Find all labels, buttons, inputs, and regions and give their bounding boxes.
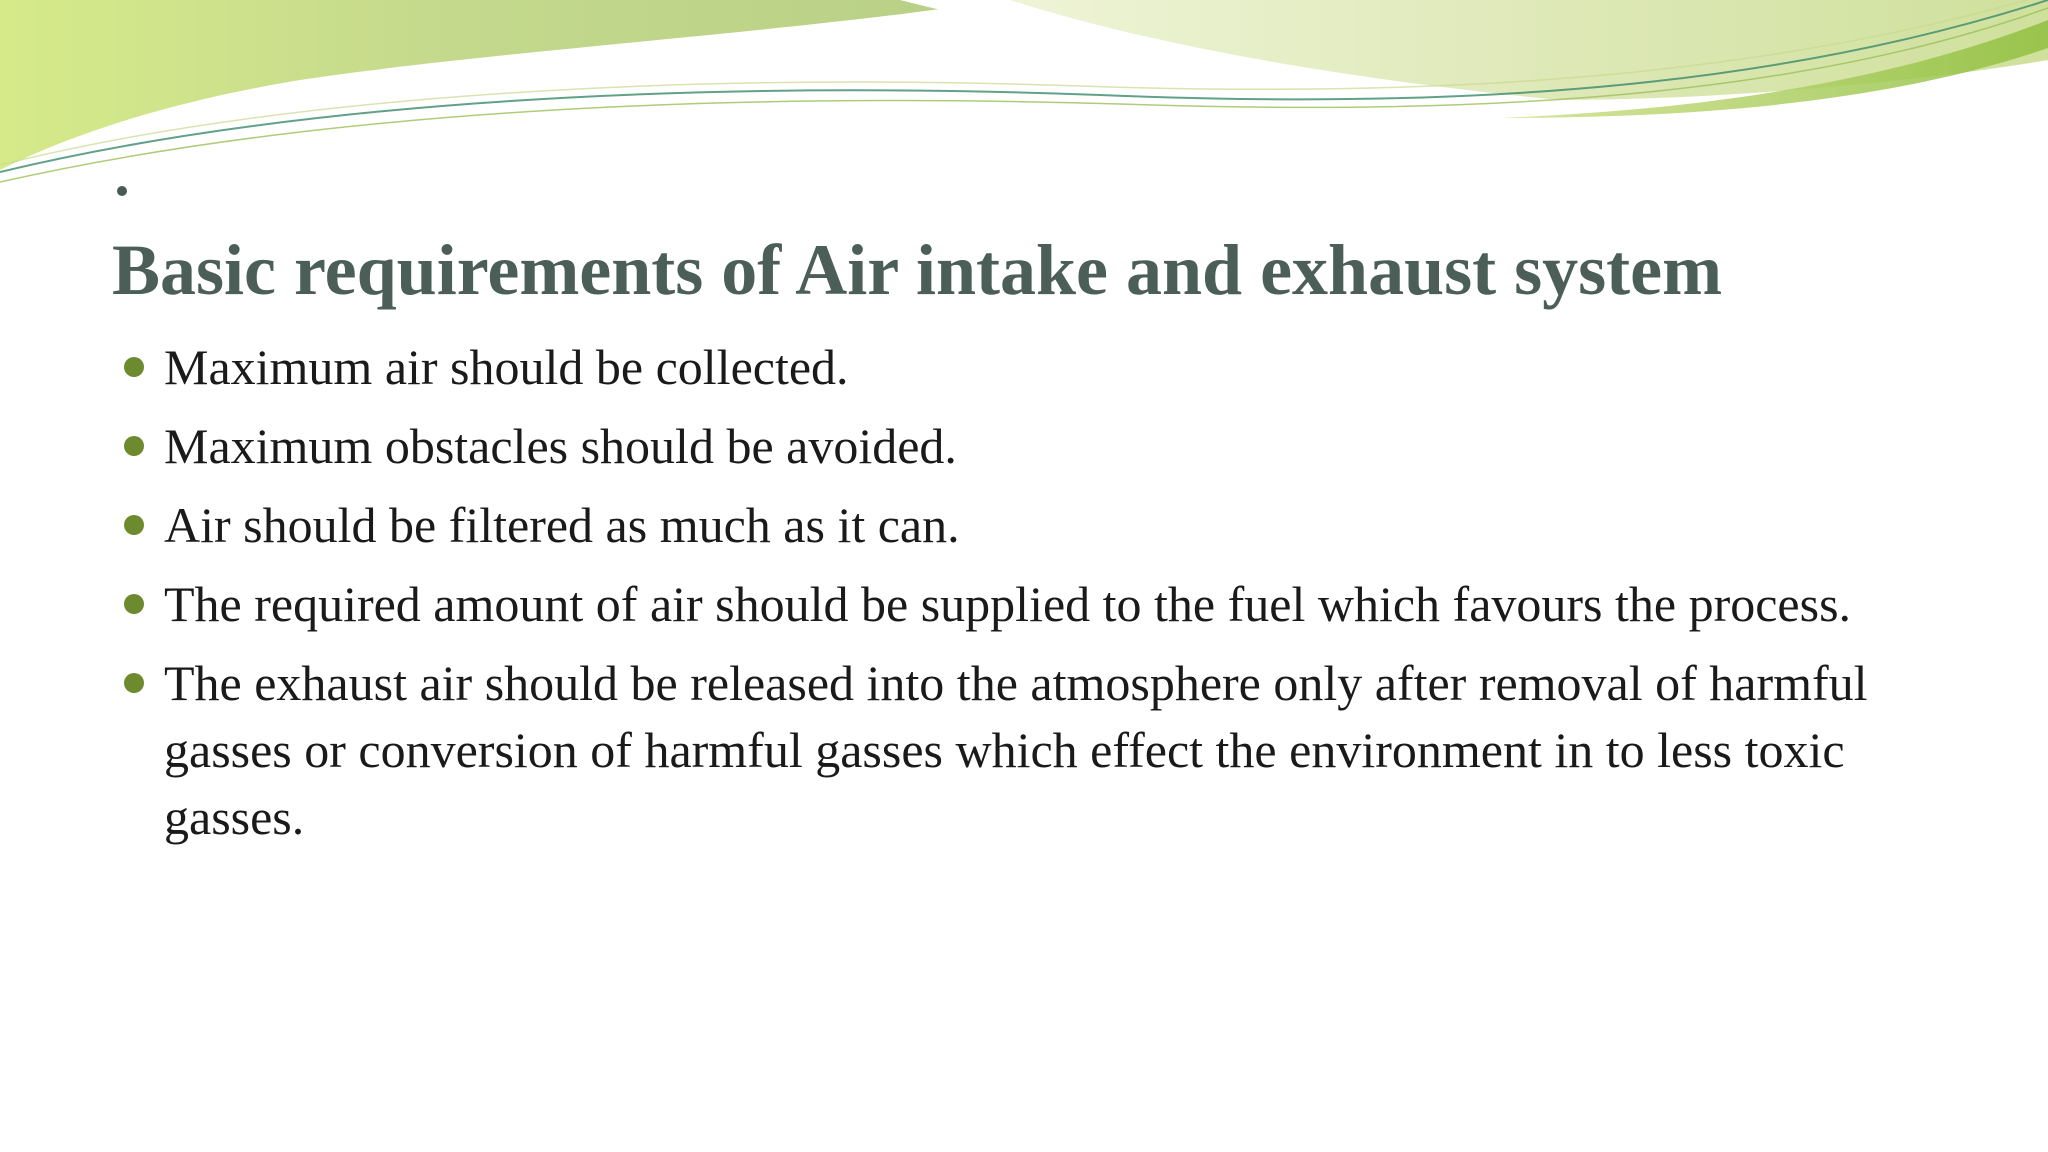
bullet-text: Air should be filtered as much as it can.	[164, 497, 960, 553]
bullet-item	[118, 492, 1898, 559]
bullet-text: Maximum air should be collected.	[164, 339, 849, 395]
stray-bullet-dot	[117, 186, 127, 196]
decorative-header-waves	[0, 0, 2048, 200]
bullet-dot	[124, 357, 144, 377]
bullet-item	[118, 571, 1898, 638]
bullet-text: Maximum obstacles should be avoided.	[164, 418, 957, 474]
bullet-dot	[124, 436, 144, 456]
bullet-list	[118, 334, 1898, 863]
bullet-dot	[124, 594, 144, 614]
bullet-item	[118, 650, 1898, 851]
bullet-text: The required amount of air should be supplied to the fuel which favours the process.	[164, 576, 1852, 632]
bullet-item	[118, 413, 1898, 480]
slide-title: Basic requirements of Air intake and exhaust system	[112, 230, 1723, 310]
bullet-text: The exhaust air should be released into the atmosphere only after removal of harmful gasses or conversion of harmful gasses which effect the environment in to less toxic gasses.	[164, 655, 1868, 845]
bullet-item	[118, 334, 1898, 401]
bullet-dot	[124, 673, 144, 693]
bullet-dot	[124, 515, 144, 535]
wave-left-band	[0, 0, 1000, 170]
